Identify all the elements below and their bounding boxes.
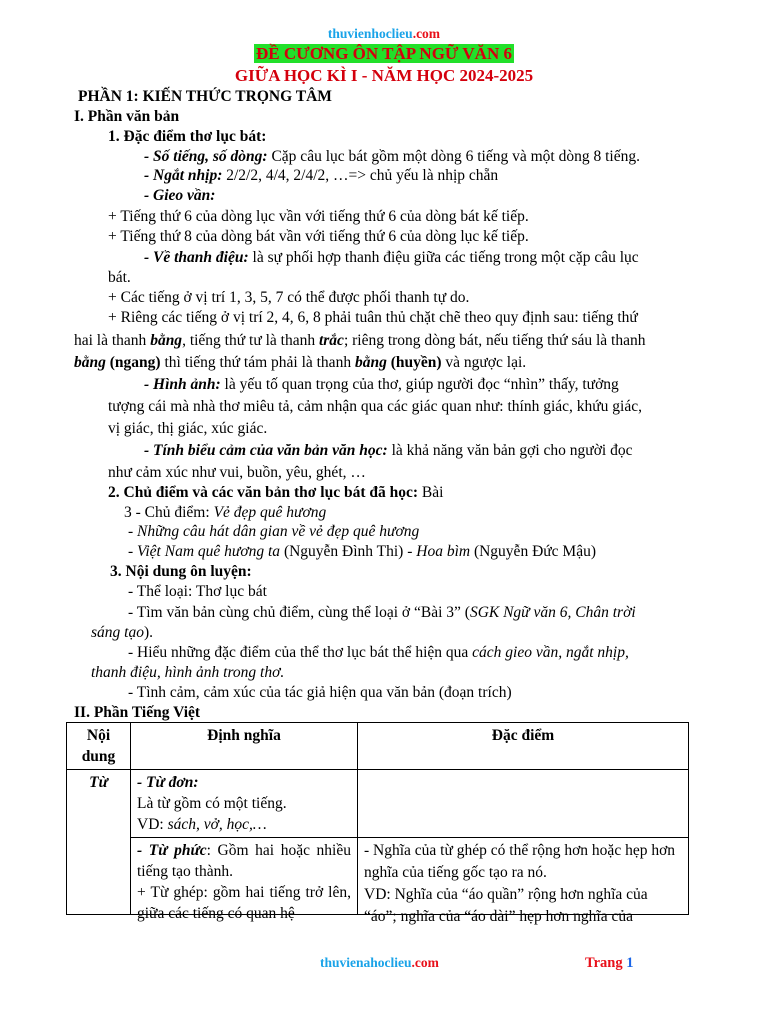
hinh-anh-line-2: tượng cái mà nhà thơ miêu tả, cảm nhận qua các giác quan như: thính giác, khứu giác, [108, 398, 642, 415]
hinh-anh-line: - Hình ảnh: là yếu tố quan trọng của thơ, giúp người đọc “nhìn” thấy, tưởng [144, 376, 619, 393]
part1-heading: PHẦN 1: KIẾN THỨC TRỌNG TÂM [78, 88, 332, 105]
header-dinh-nghia: Định nghĩa [131, 723, 358, 770]
chu-diem-line: 3 - Chủ điểm: Vẻ đẹp quê hương [124, 504, 327, 521]
thanh-dieu-rule-2c: bằng (ngang) thì tiếng thứ tám phải là thanh bằng (huyền) và ngược lại. [74, 354, 527, 371]
site-name: thuvienhoclieu [327, 26, 413, 41]
noi-dung-2-cont: sáng tạo). [91, 624, 154, 641]
footer-site: thuvienahoclieu.com [320, 955, 439, 970]
thanh-dieu-line-cont: bát. [108, 269, 131, 286]
thanh-dieu-rule-1: + Các tiếng ở vị trí 1, 3, 5, 7 có thể được phối thanh tự do. [108, 289, 470, 306]
header-dac-diem: Đặc điểm [358, 723, 689, 770]
section-1-heading: I. Phần văn bản [74, 108, 180, 125]
page-number: Trang 1 [585, 955, 634, 971]
table-header-row [67, 723, 689, 770]
site-header [0, 24, 768, 44]
thanh-dieu-rule-2b: hai là thanh bằng, tiếng thứ tư là thanh trắc; riêng trong dòng bát, nếu tiếng thứ sáu là thanh [74, 332, 646, 349]
gieo-van-rule-1: + Tiếng thứ 6 của dòng lục vần với tiếng thứ 6 của dòng bát kế tiếp. [108, 208, 529, 225]
so-tieng-line: - Số tiếng, số dòng: Cặp câu lục bát gồm một dòng 6 tiếng và một dòng 8 tiếng. [144, 148, 640, 165]
cell-tu-don-dac-diem [358, 770, 689, 838]
bieu-cam-line-2: như cảm xúc như vui, buồn, yêu, ghét, … [108, 464, 366, 481]
cell-tu-phuc: - Từ phức: Gồm hai hoặc nhiều tiếng tạo thành. + Từ ghép: gồm hai tiếng trở lên, giữa các tiếng có quan hệ [131, 838, 358, 915]
hinh-anh-line-3: vị giác, thị giác, xúc giác. [108, 420, 268, 437]
van-ban-1: - Những câu hát dân gian về vẻ đẹp quê hương [128, 523, 420, 540]
subsection-3-heading: 3. Nội dung ôn luyện: [110, 563, 252, 580]
subsection-1-heading: 1. Đặc điểm thơ lục bát: [108, 128, 267, 145]
thanh-dieu-line: - Về thanh điệu: là sự phối hợp thanh điệu giữa các tiếng trong một cặp câu lục [144, 249, 639, 266]
ngat-nhip-line: - Ngắt nhịp: 2/2/2, 4/4, 2/4/2, …=> chủ yếu là nhịp chẵn [144, 167, 499, 184]
gieo-van-label: - Gieo vần: [144, 187, 216, 204]
van-ban-2-3: - Việt Nam quê hương ta (Nguyễn Đình Thi) - Hoa bìm (Nguyễn Đức Mậu) [128, 543, 596, 560]
table-row [67, 770, 689, 838]
subsection-2-heading: 2. Chủ điểm và các văn bản thơ lục bát đã học: Bài [108, 484, 444, 501]
tieng-viet-table [66, 722, 689, 925]
thanh-dieu-rule-2a: + Riêng các tiếng ở vị trí 2, 4, 6, 8 phải tuân thủ chặt chẽ theo quy định sau: tiếng thứ [108, 309, 638, 326]
doc-title-line2: GIỮA HỌC KÌ I - NĂM HỌC 2024-2025 [234, 66, 534, 85]
noi-dung-4: - Tình cảm, cảm xúc của tác giả hiện qua văn bản (đoạn trích) [128, 684, 512, 701]
site-domain: .com [412, 26, 441, 41]
cell-tu-phuc-dac-diem: - Nghĩa của từ ghép có thể rộng hơn hoặc hẹp hơn nghĩa của tiếng gốc tạo ra nó. VD: Nghĩa của “áo quần” rộng hơn nghĩa của “áo”; nghĩa của “áo dài” hẹp hơn nghĩa của [358, 838, 689, 915]
section-2-heading: II. Phần Tiếng Việt [74, 704, 201, 721]
noi-dung-3: - Hiểu những đặc điểm của thể thơ lục bát thể hiện qua cách gieo vần, ngắt nhịp, [128, 644, 629, 661]
doc-title-line1: ĐỀ CƯƠNG ÔN TẬP NGỮ VĂN 6 [256, 44, 512, 63]
noi-dung-2: - Tìm văn bản cùng chủ điểm, cùng thể loại ở “Bài 3” (SGK Ngữ văn 6, Chân trời [128, 604, 636, 621]
gieo-van-rule-2: + Tiếng thứ 8 của dòng bát vần với tiếng thứ 6 của dòng lục kế tiếp. [108, 228, 529, 245]
cell-tu-don: - Từ đơn: Là từ gồm có một tiếng. VD: sách, vở, học,… [131, 770, 358, 838]
bieu-cam-line: - Tính biểu cảm của văn bản văn học: là khả năng văn bản gợi cho người đọc [144, 442, 633, 459]
noi-dung-3-cont: thanh điệu, hình ảnh trong thơ. [91, 664, 285, 681]
noi-dung-1: - Thể loại: Thơ lục bát [128, 583, 267, 600]
table-row [67, 838, 689, 915]
row-label-tu: Từ [67, 770, 131, 915]
header-noi-dung: Nội dung [67, 723, 131, 770]
